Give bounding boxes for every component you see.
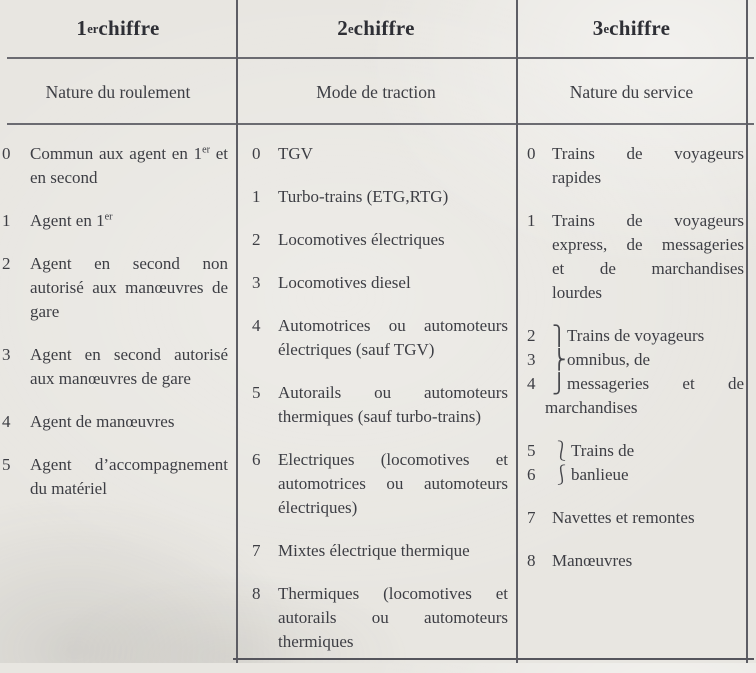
- table-row: [252, 381, 508, 429]
- column-subheader: Mode de traction: [316, 81, 436, 102]
- item-code: 1: [527, 211, 536, 230]
- table-row: [527, 142, 744, 190]
- item-label: Automotrices ou automoteurs électriques (sauf TGV): [278, 316, 508, 359]
- item-label: Autorails ou automoteurs thermiques (sauf turbo-trains): [278, 383, 508, 426]
- table-row: [2, 209, 228, 233]
- item-code: 8: [252, 584, 261, 603]
- table-row: [252, 539, 508, 563]
- table-row: [252, 314, 508, 362]
- item-label: omnibus, de: [567, 350, 651, 369]
- item-list: [252, 142, 508, 673]
- item-label: Agent en second non autorisé aux manœuvres de gare: [30, 254, 228, 321]
- table-row: [527, 324, 744, 420]
- item-label: Agent en 1er: [30, 211, 113, 230]
- item-code: 2: [252, 230, 261, 249]
- item-label: Trains de: [571, 441, 635, 460]
- item-code: 5: [2, 455, 11, 474]
- table-row: [527, 439, 744, 487]
- column-1er-chiffre: [0, 0, 236, 663]
- column-header: 3 e chiffre: [592, 16, 671, 40]
- column-header: 1 er chiffre: [76, 16, 160, 40]
- item-code: 1: [2, 211, 11, 230]
- group-brace-icon: ⎫: [552, 325, 567, 347]
- item-label: Locomotives diesel: [278, 273, 411, 292]
- item-label: Mixtes électrique thermique: [278, 541, 470, 560]
- item-label: marchandises: [545, 398, 638, 417]
- table-row: [2, 453, 228, 501]
- item-code: 3: [2, 345, 11, 364]
- item-label: Thermiques (locomotives et autorails ou automoteurs thermiques: [278, 584, 508, 651]
- table-row: [252, 271, 508, 295]
- item-code: 7: [527, 508, 536, 527]
- item-list: [2, 142, 228, 520]
- group-brace-icon: ⎭: [552, 373, 567, 395]
- item-code: 2: [527, 326, 536, 345]
- group-brace-icon: ⎰: [552, 464, 572, 486]
- item-label: Trains de voyageurs: [567, 326, 705, 345]
- item-code: 6: [252, 450, 261, 469]
- item-label: Trains de voyageurs rapides: [552, 144, 744, 187]
- item-code: 5: [527, 441, 536, 460]
- column-2e-chiffre: [236, 0, 516, 663]
- item-label: Agent en second autorisé aux manœuvres de gare: [30, 345, 228, 388]
- item-code: 3: [527, 350, 536, 369]
- item-label: Manœuvres: [552, 551, 633, 570]
- item-label: Electriques (locomotives et automotrices ou automoteurs électriques): [278, 450, 508, 517]
- item-code: 1: [252, 187, 261, 206]
- table-row: [527, 506, 744, 530]
- item-code: 4: [2, 412, 11, 431]
- item-code: 0: [527, 144, 536, 163]
- table-row: [2, 410, 228, 434]
- table-row: [527, 209, 744, 305]
- group-brace-icon: ⎬: [552, 349, 567, 371]
- column-subheader: Nature du service: [569, 81, 694, 102]
- item-label: Turbo-trains (ETG,RTG): [278, 187, 449, 206]
- item-code: 7: [252, 541, 261, 560]
- item-code: 3: [252, 273, 261, 292]
- item-list: [527, 142, 744, 592]
- item-code: 0: [2, 144, 11, 163]
- column-3e-chiffre: [516, 0, 747, 663]
- item-label: Commun aux agent en 1er et en second: [30, 144, 228, 187]
- item-code: 6: [527, 465, 536, 484]
- table-row: [252, 448, 508, 520]
- item-label: Agent d’accompagnement du matériel: [30, 455, 228, 498]
- item-code: 4: [252, 316, 261, 335]
- table-row: [252, 228, 508, 252]
- item-code: 2: [2, 254, 11, 273]
- table-row: [2, 343, 228, 391]
- item-label: Navettes et remontes: [552, 508, 695, 527]
- table-row: [2, 252, 228, 324]
- item-label: Agent de manœuvres: [30, 412, 175, 431]
- table-row: [252, 582, 508, 654]
- item-code: 4: [527, 374, 536, 393]
- item-label: TGV: [278, 144, 313, 163]
- item-label: Trains de voyageurs express, de messageries et de marchandises lourdes: [552, 211, 744, 302]
- item-label: Locomotives électriques: [278, 230, 445, 249]
- item-code: 5: [252, 383, 261, 402]
- group-brace-icon: ⎱: [552, 440, 572, 462]
- item-label: banlieue: [571, 465, 629, 484]
- table-row: [2, 142, 228, 190]
- item-code: 8: [527, 551, 536, 570]
- table-row: [252, 142, 508, 166]
- column-subheader: Nature du roulement: [45, 81, 191, 102]
- column-header: 2 e chiffre: [337, 16, 415, 40]
- item-code: 0: [252, 144, 261, 163]
- table-row: [527, 549, 744, 573]
- item-label: messageries et de: [567, 374, 744, 393]
- table-row: [252, 185, 508, 209]
